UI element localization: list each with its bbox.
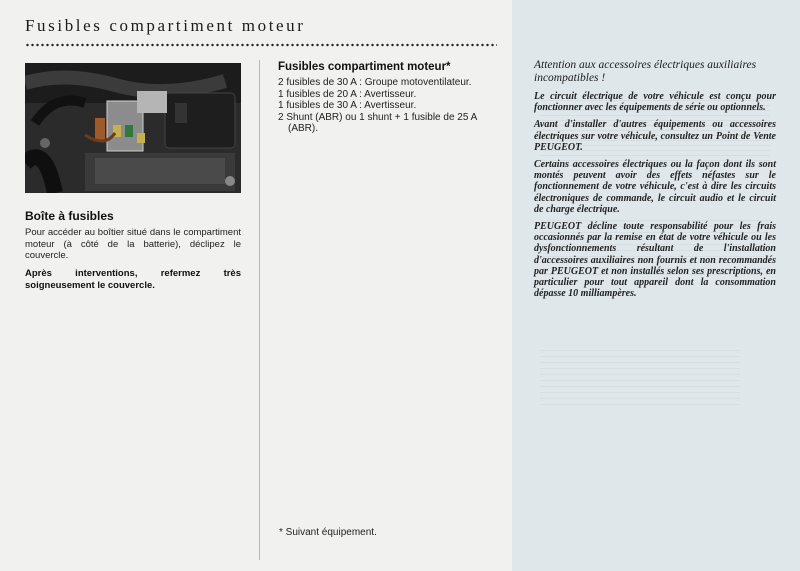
fuse-list-item: 1 fusibles de 20 A : Avertisseur. [278, 88, 417, 100]
fuse-box-section [25, 209, 241, 292]
fuse-list-item: 1 fusibles de 30 A : Avertisseur. [278, 100, 417, 111]
warning-paragraph: PEUGEOT décline toute responsabilité pour les frais occasionnés par la remise en état de votre véhicule ou les dysfonctionnements résultant de l'installation d'accessoires auxiliaires non fournis et non recommandés par PEUGEOT et non installés selon ses prescriptions, en particulier pour tout appareil dont la consommation dépasse 10 milliampères. [534, 221, 776, 300]
dotted-divider [25, 43, 497, 47]
fuse-box-warning-note: Après interventions, refermez très soigneusement le couvercle. [25, 267, 241, 291]
engine-fuses-section [278, 61, 500, 135]
fuse-list-item: 2 fusibles de 30 A : Groupe motoventilateur. [278, 77, 472, 88]
fuse-list-item: (ABR). [288, 123, 318, 134]
bleed-through-texture [540, 345, 740, 405]
warning-paragraph: Le circuit électrique de votre véhicule est conçu pour fonctionner avec les équipements de série ou optionnels. [534, 91, 776, 114]
engine-fuses-heading: Fusibles compartiment moteur* [278, 61, 451, 73]
fuse-box-photo [25, 63, 241, 193]
warning-title: Attention aux accessoires électriques auxiliaires incompatibles ! [534, 59, 757, 84]
warning-paragraph: Certains accessoires électriques ou la façon dont ils sont montés peuvent avoir des effets néfastes sur le fonctionnement de votre véhicule, c'est à dire les circuits électroniques de commande, le circuit audio et le circuit de charge électrique. [534, 159, 776, 215]
fuse-list [278, 77, 500, 135]
footnote: * Suivant équipement. [279, 527, 377, 538]
column-divider [259, 60, 260, 560]
page-title: Fusibles compartiment moteur [25, 16, 306, 35]
fuse-box-instructions: Pour accéder au boîtier situé dans le compartiment moteur (à côté de la batterie), déclipez le couvercle. [25, 227, 241, 261]
engine-bay-illustration [25, 63, 241, 193]
accessories-warning [534, 59, 776, 305]
warning-paragraph: Avant d'installer d'autres équipements ou accessoires électriques sur votre véhicule, consultez un Point de Vente PEUGEOT. [534, 119, 776, 153]
fuse-box-heading: Boîte à fusibles [25, 209, 114, 223]
fuse-list-item: 2 Shunt (ABR) ou 1 shunt + 1 fusible de 25 A [278, 111, 478, 123]
